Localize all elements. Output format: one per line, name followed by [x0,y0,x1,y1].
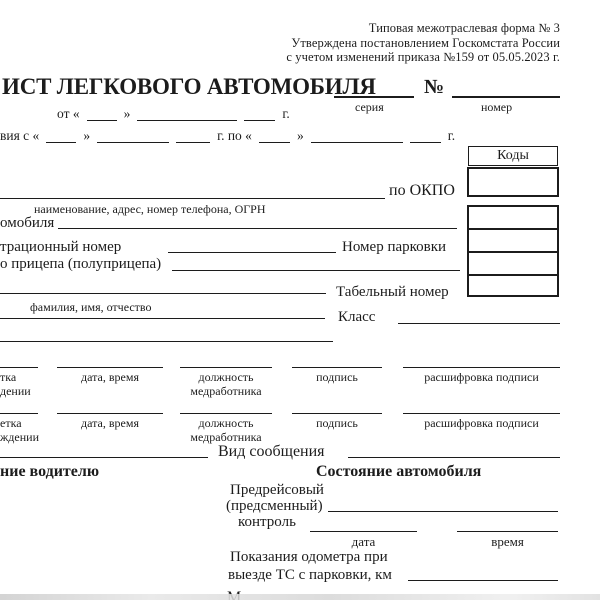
series-label: серия [355,100,384,114]
registration-number-fragment: трационный номер [0,239,122,255]
validity-quote1: » [83,128,91,143]
med-a-position [180,367,272,398]
med-b-datetime [57,413,163,431]
precontrol-blank [328,511,558,512]
validity-to-month-blank [311,141,403,143]
med-a-datetime-line [57,367,163,368]
date-day-blank [87,119,117,121]
med-a-stub [0,367,48,398]
med-b-signature-label: подпись [316,416,358,430]
form-type-line: Типовая межотраслевая форма № 3 [368,21,560,35]
organization-blank [0,198,385,199]
med-b-signature-line [292,413,382,414]
series-blank [334,96,414,98]
med-a-position-label2: медработника [190,383,262,398]
precontrol-date-blank [310,531,417,532]
med-a-transcript [403,367,560,385]
precontrol-line3: контроль [238,514,296,530]
validity-quote2: » [296,128,304,143]
med-a-signature-label: подпись [316,370,358,384]
license-blank [0,318,325,319]
codes-header-box [468,146,558,166]
number-blank [452,96,560,98]
date-year-blank [244,119,275,121]
number-sign: № [424,76,445,98]
codes-header-label: Коды [497,148,529,163]
approval-note [220,21,560,65]
okpo-code-box [467,167,559,197]
registration-number-blank [168,252,336,253]
date-year-suffix: г. [282,106,290,121]
med-a-position-line [180,367,272,368]
class-label: Класс [338,309,376,325]
trailer-blank [172,270,460,271]
med-a-stub-line [0,367,38,368]
validity-year-suffix: г. [447,128,456,143]
odometer-line1: Показания одометра при [230,549,388,565]
med-b-position [180,413,272,444]
med-b-position-label1: должность [198,416,254,430]
med-b-datetime-label: дата, время [81,416,139,430]
precontrol-date-label: дата [351,534,376,549]
validity-from-year-blank [176,141,210,143]
med-b-signature [292,413,382,431]
med-b-transcript-label: расшифровка подписи [424,416,539,430]
odometer-blank [408,580,558,581]
med-b-stub-text2: ждении [0,429,39,444]
form-title: ИСТ ЛЕГКОВОГО АВТОМОБИЛЯ [2,74,376,99]
med-a-position-label1: должность [198,370,254,384]
med-b-position-label2: медработника [190,429,262,444]
message-type-label: Вид сообщения [218,443,325,460]
validity-to-day-blank [259,141,290,143]
validity-from-month-blank [97,141,169,143]
med-b-transcript [403,413,560,431]
approved-by-line: Утверждена постановлением Госкомстата России [291,35,560,50]
class-blank [398,323,560,324]
date-row [57,106,290,122]
precontrol-line1: Предрейсовый [230,482,324,498]
med-a-transcript-label: расшифровка подписи [424,370,539,384]
med-b-stub-text1: етка [0,416,22,430]
amendment-line: с учетом изменений приказа №159 от 05.05.2023 г. [286,50,560,64]
personnel-number-label: Табельный номер [336,284,449,300]
driver-task-heading-fragment: ние водителю [0,463,100,480]
message-type-blank-left [0,457,208,458]
precontrol-time-label: время [491,534,524,549]
odometer-line2: выезде ТС с парковки, км [228,567,392,583]
med-a-datetime-label: дата, время [81,370,139,384]
organization-note: наименование, адрес, номер телефона, ОГРН [34,202,266,216]
vehicle-make-fragment: омобиля [0,215,55,231]
med-a-stub-text2: дении [0,383,31,398]
codes-grid-divider-2 [469,251,557,253]
driver-name-blank [0,293,326,294]
codes-grid-divider-1 [469,228,557,230]
med-b-datetime-line [57,413,163,414]
photo-edge-strip [0,594,600,600]
med-a-stub-text1: тка [0,370,17,384]
okpo-label: по ОКПО [389,182,455,199]
codes-grid-divider-3 [469,274,557,276]
precontrol-time-blank [457,531,558,532]
med-a-transcript-line [403,367,560,368]
message-type-blank-right [348,457,560,458]
med-b-stub-line [0,413,38,414]
trailer-fragment: о прицепа (полуприцепа) [0,256,162,272]
med-b-position-line [180,413,272,414]
driver-name-note: фамилия, имя, отчество [30,300,152,314]
date-month-blank [137,119,237,121]
validity-to-prefix: г. по « [217,128,252,143]
date-prefix: от « [57,106,80,121]
med-a-signature [292,367,382,385]
codes-grid-box [467,205,559,297]
med-a-datetime [57,367,163,385]
med-b-stub [0,413,48,444]
extra-blank-line [0,341,333,342]
parking-number-label: Номер парковки [342,239,447,255]
validity-prefix: вия с « [0,128,40,143]
vehicle-state-heading: Состояние автомобиля [316,463,482,480]
med-a-signature-line [292,367,382,368]
precontrol-line2: (предсменный) [226,498,323,514]
validity-from-day-blank [46,141,76,143]
vehicle-make-blank [58,228,457,229]
validity-row [0,128,455,144]
validity-to-year-blank [410,141,441,143]
med-b-transcript-line [403,413,560,414]
number-label: номер [481,100,513,114]
date-quote-close: » [123,106,131,121]
